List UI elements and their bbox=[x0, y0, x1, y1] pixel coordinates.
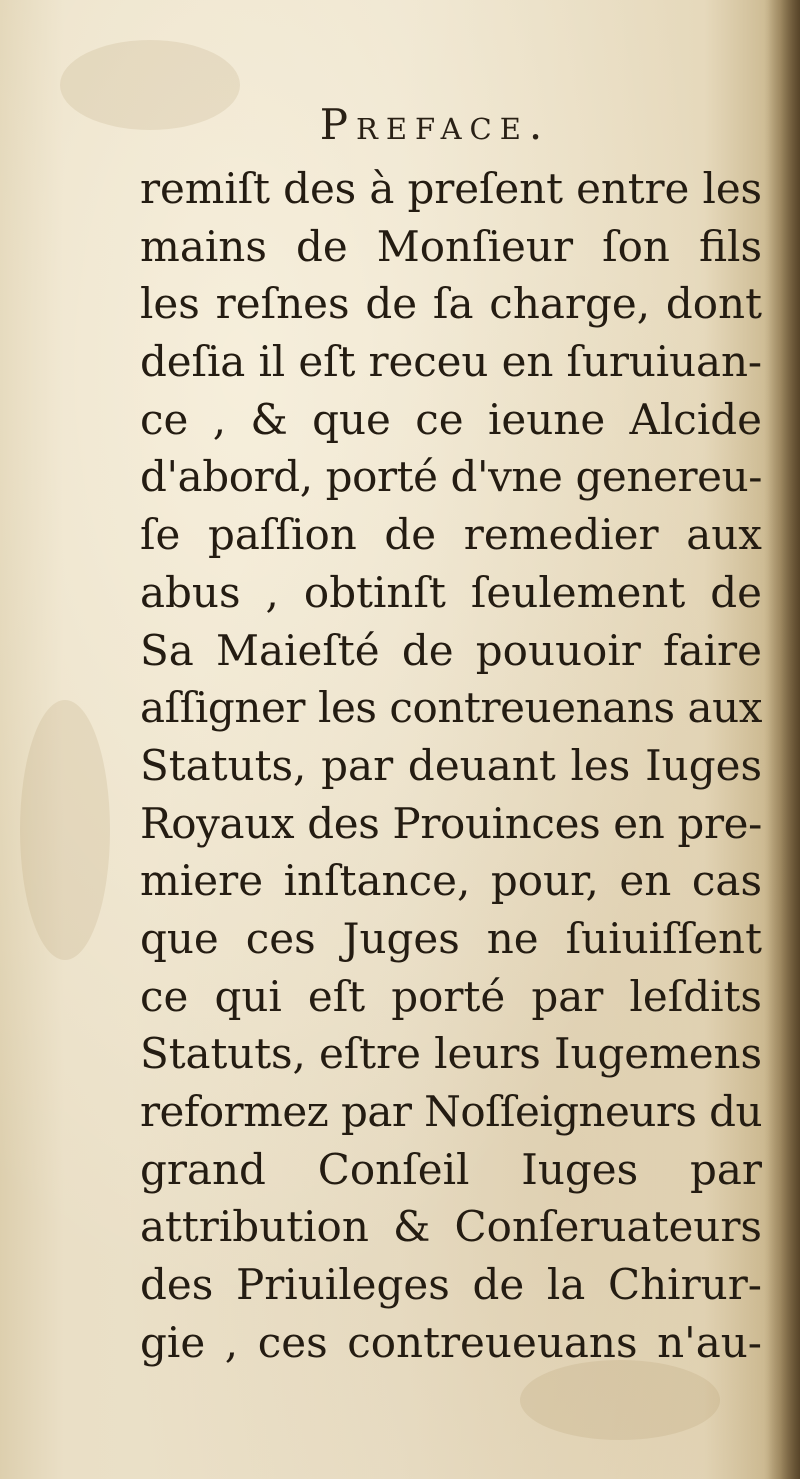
text-line: ce , & que ce ieune Alcide bbox=[140, 394, 762, 444]
text-line: que ces Juges ne ſuiuiſſent bbox=[140, 913, 762, 963]
running-header-text: Preface. bbox=[319, 100, 551, 149]
text-line: gie , ces contreueuans n'au- bbox=[140, 1317, 762, 1367]
text-line: Statuts, par deuant les Iuges bbox=[140, 740, 762, 790]
text-line: abus , obtinſt ſeulement de bbox=[140, 567, 762, 617]
text-line: aſſigner les contreuenans aux bbox=[140, 683, 762, 733]
body-text bbox=[140, 160, 762, 1371]
text-line: deſia il eſt receu en ſuruiuan- bbox=[140, 337, 762, 387]
text-line: Sa Maieſté de pouuoir faire bbox=[140, 625, 762, 675]
text-line: d'abord, porté d'vne genereu- bbox=[140, 452, 762, 502]
text-line: ce qui eſt porté par leſdits bbox=[140, 971, 762, 1021]
text-line: miere inſtance, pour, en cas bbox=[140, 856, 762, 906]
text-line: Royaux des Prouinces en pre- bbox=[140, 798, 762, 848]
page-stain bbox=[20, 700, 110, 960]
text-line: reformez par Noſſeigneurs du bbox=[140, 1087, 762, 1136]
text-line: attribution & Conſeruateurs bbox=[140, 1202, 762, 1252]
running-header bbox=[0, 100, 800, 149]
text-line: les reſnes de ſa charge, dont bbox=[140, 279, 762, 329]
page-stain bbox=[520, 1360, 720, 1440]
text-line: grand Conſeil Iuges par bbox=[140, 1144, 762, 1194]
text-line: Statuts, eſtre leurs Iugemens bbox=[140, 1029, 762, 1079]
text-line: mains de Monſieur ſon fils bbox=[140, 221, 762, 271]
text-line: des Priuileges de la Chirur- bbox=[140, 1260, 762, 1310]
page-gutter-shadow bbox=[764, 0, 800, 1479]
text-line: remiſt des à preſent entre les bbox=[140, 164, 762, 213]
text-line: ſe paſſion de remedier aux bbox=[140, 510, 762, 560]
